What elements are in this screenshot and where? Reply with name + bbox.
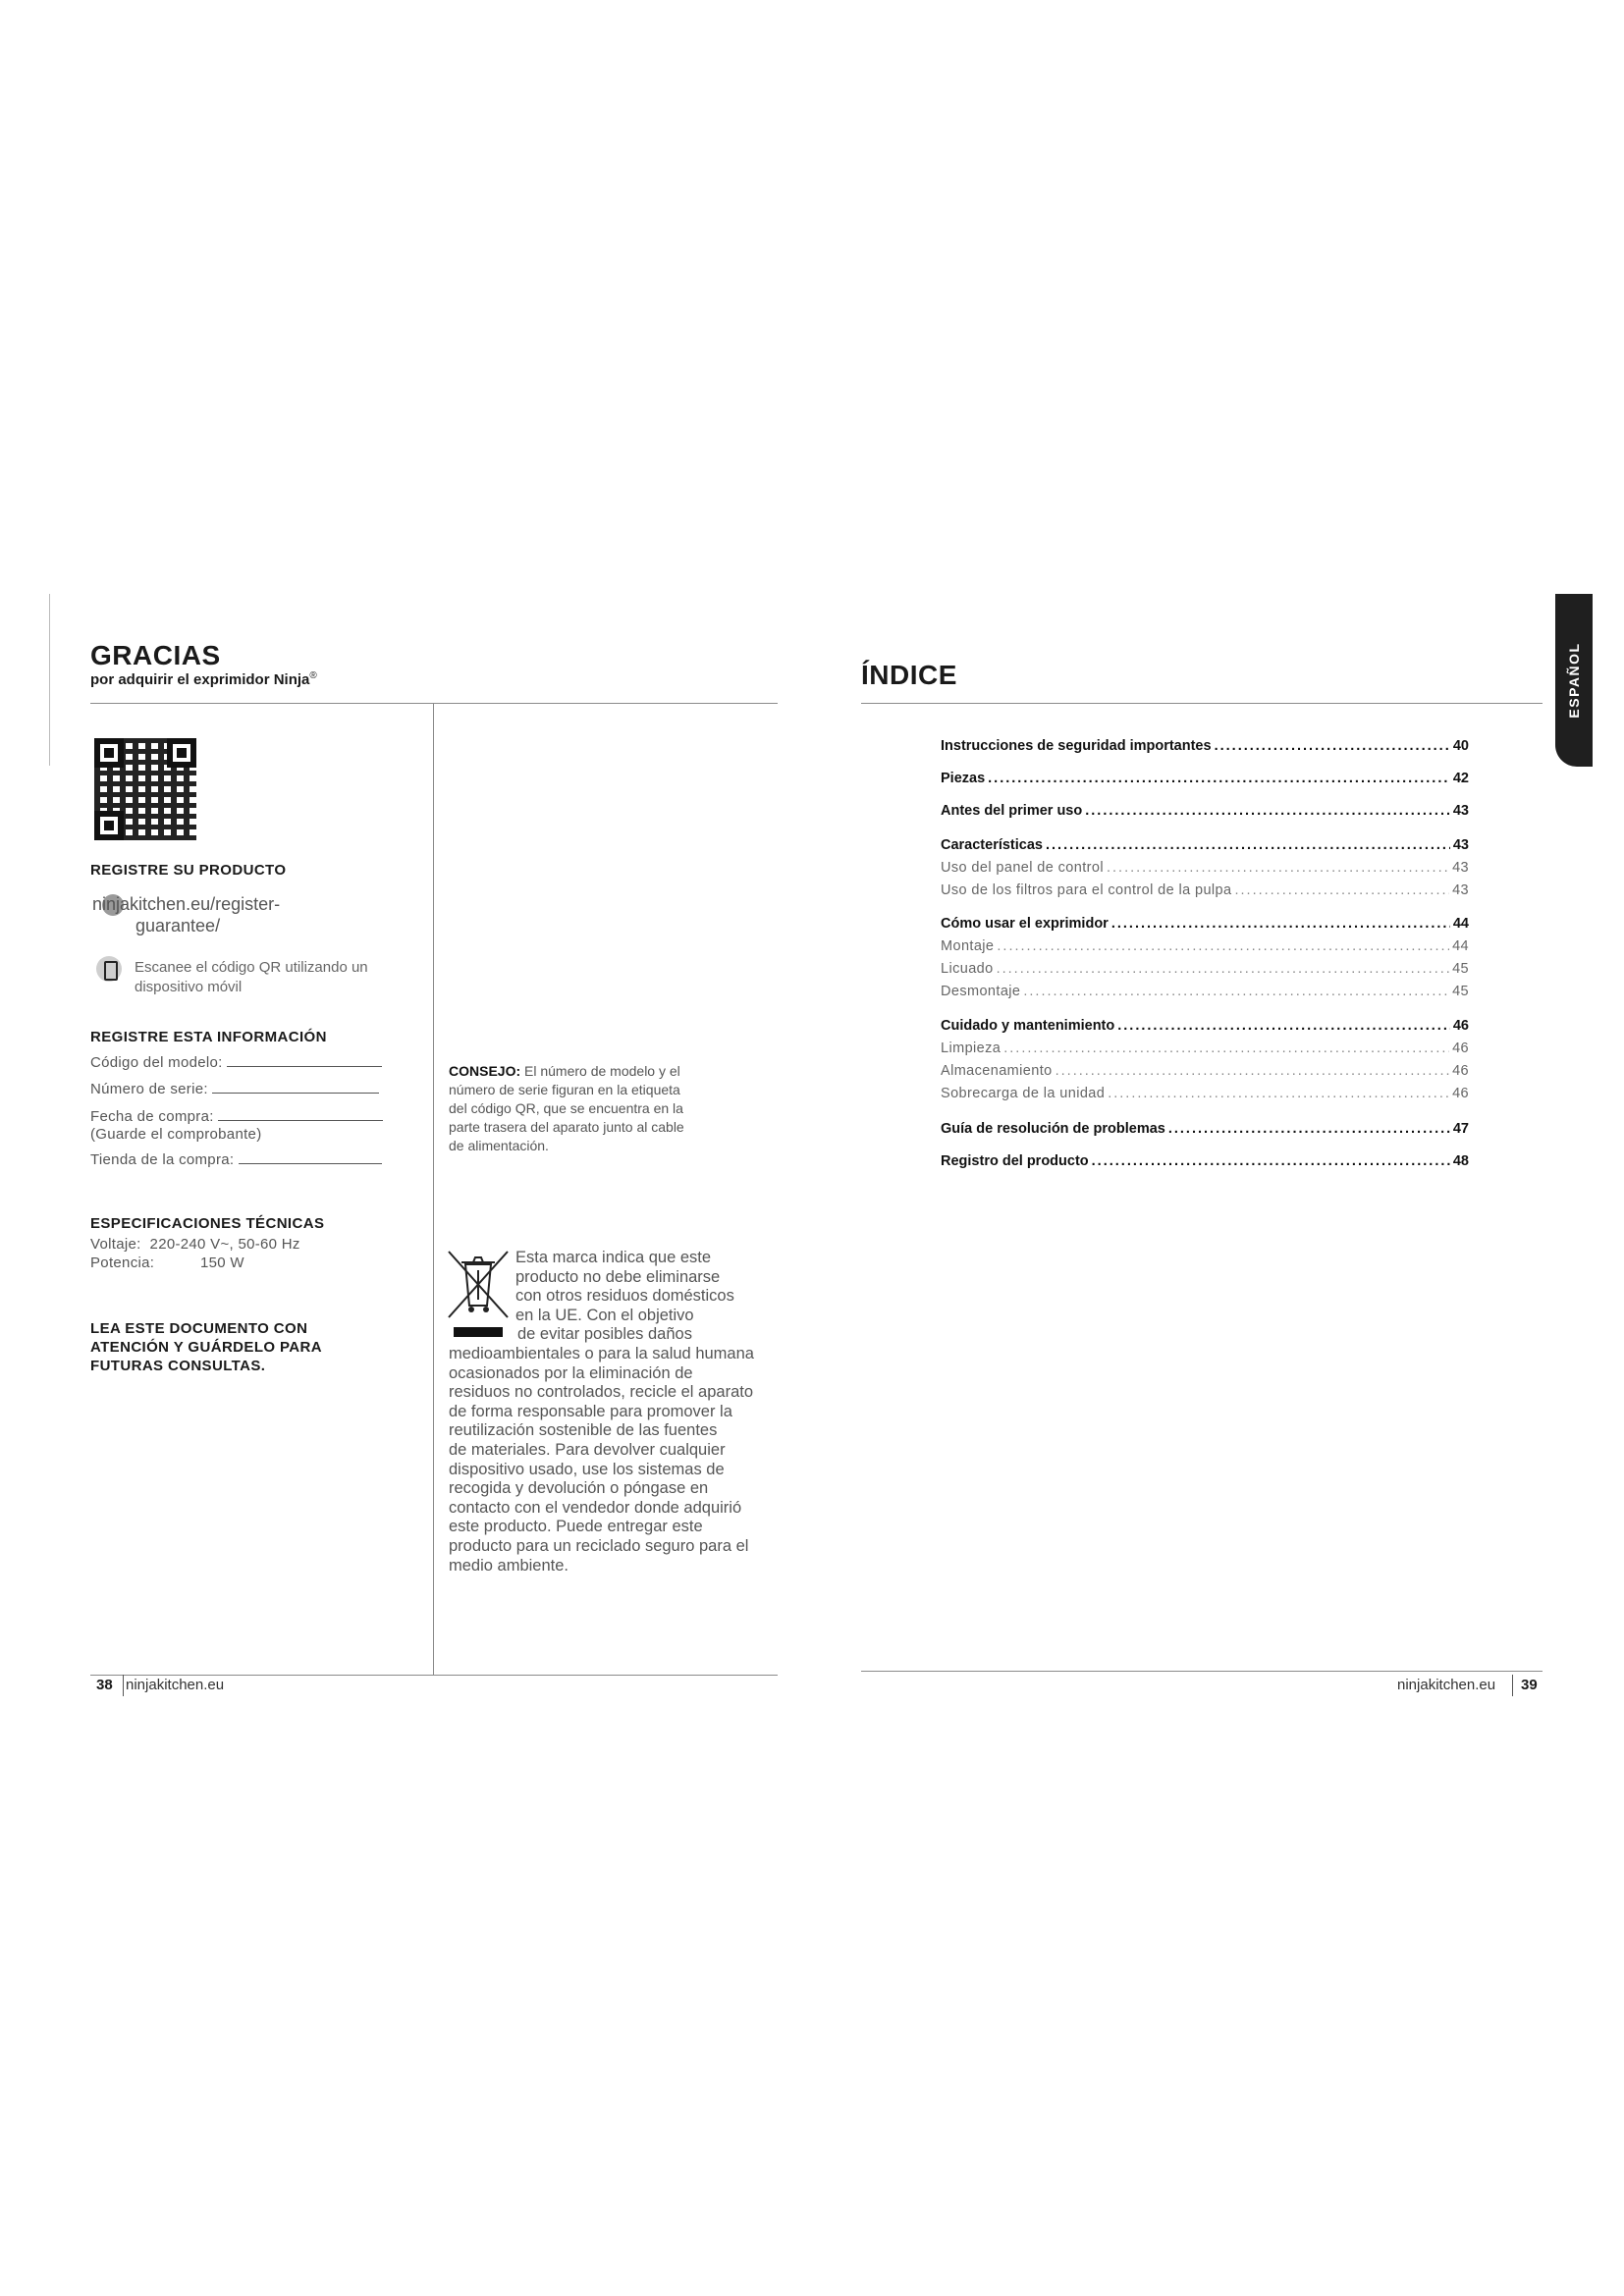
spec-voltage-value: 220-240 V~, 50-60 Hz (149, 1236, 300, 1253)
field-serial-blank (212, 1082, 379, 1094)
weee-line: recogida y devolución o póngase en (449, 1479, 709, 1498)
field-model[interactable] (90, 1053, 382, 1072)
toc-entry-label: Limpieza (941, 1041, 1001, 1056)
weee-text (449, 1345, 754, 1575)
toc-leader-dots (1056, 1063, 1449, 1079)
toc-entry-label: Registro del producto (941, 1153, 1089, 1169)
toc-entry[interactable] (941, 738, 1469, 754)
tip-label: CONSEJO: (449, 1063, 521, 1079)
spec-power-value: 150 W (200, 1255, 244, 1271)
toc-entry-label: Uso del panel de control (941, 860, 1104, 876)
toc-entry-page: 46 (1452, 1063, 1469, 1079)
field-model-label: Código del modelo: (90, 1054, 223, 1071)
toc-entry-page: 43 (1452, 860, 1469, 876)
toc-title: ÍNDICE (861, 660, 957, 690)
toc-entry-label: Licuado (941, 961, 994, 977)
header-rule (90, 703, 778, 704)
toc-footer-rule (861, 1671, 1543, 1672)
tip-text (449, 1062, 684, 1155)
tip-line: parte trasera del aparato junto al cable (449, 1119, 684, 1135)
toc-entry[interactable] (941, 1018, 1469, 1034)
field-store-label: Tienda de la compra: (90, 1151, 235, 1168)
toc-entry[interactable] (941, 1121, 1469, 1137)
toc-entry-page: 42 (1452, 771, 1469, 786)
scan-line1: Escanee el código QR utilizando un (135, 959, 368, 976)
toc-entry-page: 44 (1452, 938, 1469, 954)
weee-line: con otros residuos domésticos (515, 1287, 734, 1306)
field-store[interactable] (90, 1150, 382, 1169)
weee-line: producto no debe eliminarse (515, 1267, 721, 1286)
toc-entry[interactable] (941, 803, 1469, 819)
toc-entry-page: 46 (1452, 1041, 1469, 1056)
registered-mark: ® (309, 670, 317, 681)
toc-leader-dots (1234, 882, 1449, 898)
toc-leader-dots (997, 961, 1449, 977)
page-number-left: 38 (96, 1677, 113, 1693)
field-serial-label: Número de serie: (90, 1081, 208, 1097)
toc-entry[interactable] (941, 1153, 1469, 1169)
phone-icon (96, 956, 122, 982)
weee-line: Esta marca indica que este (515, 1249, 712, 1266)
toc-entry-label: Desmontaje (941, 984, 1021, 999)
toc-entry-page: 48 (1452, 1153, 1469, 1169)
toc-entry[interactable] (941, 837, 1469, 853)
toc-entry-page: 43 (1452, 803, 1469, 819)
weee-line: ocasionados por la eliminación de (449, 1363, 693, 1382)
weee-text-short (515, 1249, 734, 1345)
toc-entry[interactable] (941, 771, 1469, 786)
field-date[interactable] (90, 1107, 383, 1126)
toc-leader-dots (1085, 803, 1450, 819)
scan-line2: dispositivo móvil (135, 979, 243, 995)
toc-leader-dots (1107, 860, 1449, 876)
page-edge-mark (49, 594, 50, 766)
footer-divider-right (1512, 1675, 1513, 1696)
page-number-right: 39 (1521, 1677, 1538, 1693)
toc-entry-page: 45 (1452, 961, 1469, 977)
register-url[interactable] (92, 893, 280, 936)
toc-entry[interactable] (941, 1063, 1469, 1079)
register-url-line1: ninjakitchen.eu/register- (92, 894, 281, 914)
toc-entry[interactable] (941, 1086, 1469, 1101)
toc-leader-dots (1215, 738, 1450, 754)
spec-voltage (90, 1235, 300, 1254)
weee-line: reutilización sostenible de las fuentes (449, 1421, 718, 1440)
column-divider (433, 703, 434, 1675)
subtitle-text: por adquirir el exprimidor Ninja (90, 671, 310, 688)
toc-entry[interactable] (941, 961, 1469, 977)
field-date-label: Fecha de compra: (90, 1108, 214, 1125)
weee-line: de evitar posibles daños (517, 1325, 692, 1344)
qr-finder-tl (94, 738, 124, 768)
toc-entry-label: Cuidado y mantenimiento (941, 1018, 1115, 1034)
notice-line: ATENCIÓN Y GUÁRDELO PARA (90, 1339, 323, 1356)
toc-entry-label: Piezas (941, 771, 986, 786)
info-heading: REGISTRE ESTA INFORMACIÓN (90, 1029, 327, 1045)
tip-line: El número de modelo y el (520, 1063, 680, 1079)
footer-rule (90, 1675, 778, 1676)
notice-text (90, 1319, 322, 1375)
toc-leader-dots (1108, 1086, 1449, 1101)
field-store-blank (239, 1152, 382, 1164)
toc-entry-page: 43 (1452, 882, 1469, 898)
toc-leader-dots (1003, 1041, 1449, 1056)
weee-line: contacto con el vendedor donde adquirió (449, 1498, 742, 1517)
spec-power-label: Potencia: (90, 1255, 155, 1271)
page-subtitle (90, 670, 317, 688)
tip-line: de alimentación. (449, 1138, 549, 1153)
toc-leader-dots (988, 771, 1450, 786)
weee-line: dispositivo usado, use los sistemas de (449, 1460, 725, 1478)
footer-divider-left (123, 1675, 124, 1696)
toc-entry-page: 47 (1452, 1121, 1469, 1137)
footer-url-left[interactable]: ninjakitchen.eu (126, 1677, 225, 1693)
toc-entry-label: Guía de resolución de problemas (941, 1121, 1165, 1137)
toc-leader-dots (997, 938, 1449, 954)
register-url-line2: guarantee/ (135, 916, 221, 935)
weee-bin-icon (446, 1249, 511, 1339)
footer-url-right[interactable]: ninjakitchen.eu (1397, 1677, 1496, 1693)
weee-line: este producto. Puede entregar este (449, 1518, 703, 1536)
toc-entry-page: 43 (1452, 837, 1469, 853)
toc-leader-dots (1111, 916, 1450, 932)
weee-line: medioambientales o para la salud humana (449, 1345, 754, 1362)
register-heading: REGISTRE SU PRODUCTO (90, 862, 287, 879)
toc-entry-page: 40 (1452, 738, 1469, 754)
toc-leader-dots (1092, 1153, 1450, 1169)
toc-entry-label: Montaje (941, 938, 995, 954)
toc-entry[interactable] (941, 860, 1469, 876)
field-model-blank (227, 1055, 382, 1067)
specs-heading: ESPECIFICACIONES TÉCNICAS (90, 1215, 325, 1232)
toc-leader-dots (1168, 1121, 1450, 1137)
toc-entry-label: Sobrecarga de la unidad (941, 1086, 1106, 1101)
receipt-note: (Guarde el comprobante) (90, 1126, 262, 1143)
qr-finder-tr (167, 738, 196, 768)
toc-entry-page: 45 (1452, 984, 1469, 999)
language-tab-label: ESPAÑOL (1566, 642, 1582, 719)
tip-line: número de serie figuran en la etiqueta (449, 1082, 680, 1097)
toc-entry-label: Características (941, 837, 1043, 853)
weee-line: de materiales. Para devolver cualquier (449, 1440, 726, 1459)
page-title: GRACIAS (90, 640, 221, 670)
weee-line: medio ambiente. (449, 1556, 568, 1575)
toc-entry-label: Cómo usar el exprimidor (941, 916, 1109, 932)
weee-line: en la UE. Con el objetivo (515, 1306, 694, 1324)
notice-line: FUTURAS CONSULTAS. (90, 1358, 266, 1374)
notice-line: LEA ESTE DOCUMENTO CON (90, 1320, 308, 1337)
toc-entry[interactable] (941, 938, 1469, 954)
toc-leader-dots (1046, 837, 1450, 853)
spec-voltage-label: Voltaje: (90, 1236, 141, 1253)
toc-leader-dots (1117, 1018, 1450, 1034)
toc-entry-label: Almacenamiento (941, 1063, 1053, 1079)
toc-entry-page: 46 (1452, 1018, 1469, 1034)
language-tab[interactable] (1555, 594, 1593, 767)
weee-line: producto para un reciclado seguro para el (449, 1536, 749, 1555)
qr-code[interactable] (94, 738, 196, 840)
toc-entry-page: 44 (1452, 916, 1469, 932)
weee-line: residuos no controlados, recicle el aparato (449, 1383, 754, 1402)
toc-entry-label: Instrucciones de seguridad importantes (941, 738, 1212, 754)
toc-header-rule (861, 703, 1543, 704)
spec-power (90, 1254, 244, 1272)
toc-leader-dots (1023, 984, 1449, 999)
toc-entry[interactable] (941, 916, 1469, 932)
toc-entry-label: Uso de los filtros para el control de la pulpa (941, 882, 1232, 898)
field-serial[interactable] (90, 1080, 379, 1098)
toc-entry[interactable] (941, 984, 1469, 999)
scan-instructions (135, 958, 368, 997)
toc-entry-label: Antes del primer uso (941, 803, 1083, 819)
weee-line: de forma responsable para promover la (449, 1402, 732, 1420)
tip-line: del código QR, que se encuentra en la (449, 1100, 683, 1116)
field-date-blank (218, 1109, 383, 1121)
qr-finder-bl (94, 811, 124, 840)
toc-entry[interactable] (941, 1041, 1469, 1056)
toc-entry-page: 46 (1452, 1086, 1469, 1101)
toc-entry[interactable] (941, 882, 1469, 898)
